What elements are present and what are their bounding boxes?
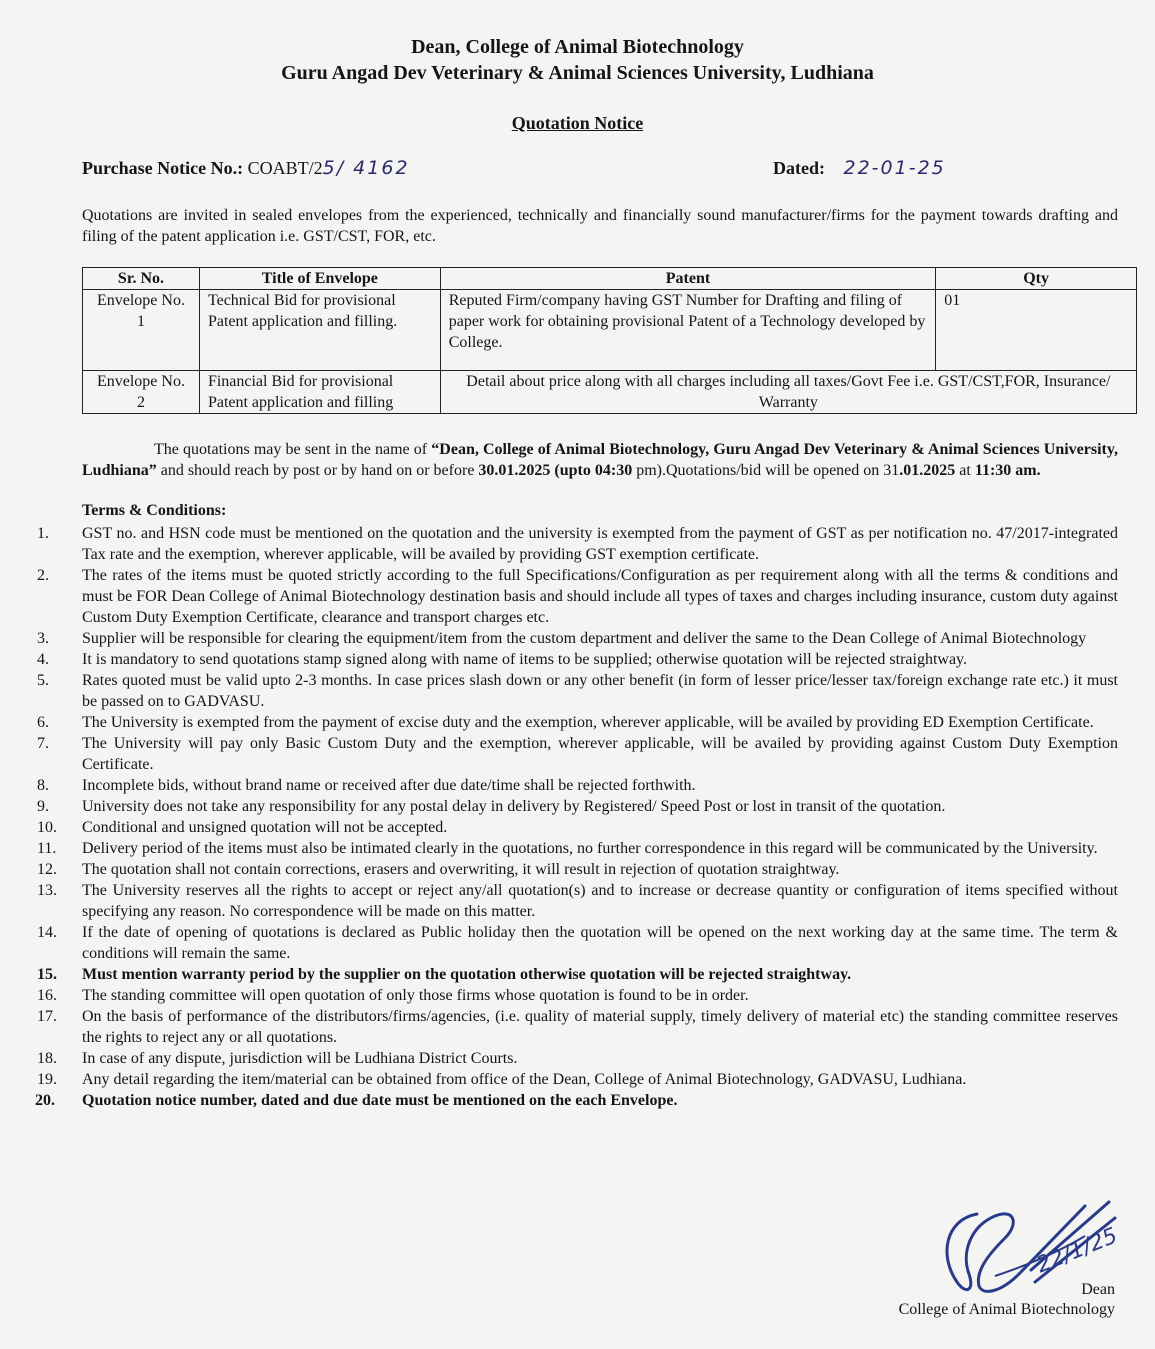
term-text: The standing committee will open quotation of only those firms whose quotation is found to be in order. bbox=[82, 987, 749, 1004]
term-number: 1. bbox=[37, 525, 49, 542]
header-line-2: Guru Angad Dev Veterinary & Animal Sciences University, Ludhiana bbox=[281, 62, 874, 84]
para-bold-due-date: 30.01.2025 (upto 04:30 bbox=[478, 462, 633, 479]
table-header-row bbox=[83, 268, 1137, 290]
term-text: The University is exempted from the payment of excise duty and the exemption, wherever applicable, will be availed by providing ED Exemption Certificate. bbox=[82, 714, 1094, 731]
para-bold-opening-date: .01.2025 bbox=[899, 462, 956, 479]
term-text: Any detail regarding the item/material can be obtained from office of the Dean, College of Animal Biotechnology, GADVASU, Ludhiana. bbox=[82, 1071, 967, 1088]
term-text: The University reserves all the rights to accept or reject any/all quotation(s) and to increase or decrease quantity or configuration of items specified without specifying any reason. No correspondence will be made on this matter. bbox=[82, 882, 1118, 920]
term-number: 17. bbox=[37, 1008, 57, 1025]
term-text: If the date of opening of quotations is declared as Public holiday then the quotation will be opened on the next working day at the same time. The term & conditions will remain the same. bbox=[82, 924, 1118, 962]
term-number: 16. bbox=[37, 987, 57, 1004]
term-item bbox=[0, 565, 1155, 628]
para-text-3: pm).Quotations/bid will be opened on 31 bbox=[632, 462, 900, 479]
para-text-1: The quotations may be sent in the name of bbox=[154, 441, 432, 458]
envelope-1-qty: 01 bbox=[936, 290, 1137, 371]
term-number: 7. bbox=[37, 735, 49, 752]
table-row bbox=[83, 371, 1137, 414]
term-number: 3. bbox=[37, 630, 49, 647]
envelope-2-patent: Detail about price along with all charges including all taxes/Govt Fee i.e. GST/CST,FOR, Insurance/ Warranty bbox=[440, 371, 1136, 414]
signatory-organization: College of Animal Biotechnology bbox=[898, 1301, 1115, 1318]
terms-heading: Terms & Conditions: bbox=[82, 502, 227, 519]
envelope-2-sr: Envelope No. 2 bbox=[83, 371, 200, 414]
purchase-notice-prefix: COABT/2 bbox=[247, 158, 323, 178]
notice-title: Quotation Notice bbox=[511, 113, 644, 133]
term-text: Delivery period of the items must also be intimated clearly in the quotations, no further correspondence in this regard will be communicated by the University. bbox=[82, 840, 1098, 857]
term-number: 8. bbox=[37, 777, 49, 794]
term-item bbox=[0, 1006, 1155, 1048]
purchase-notice-label: Purchase Notice No.: bbox=[82, 158, 244, 178]
para-bold-addressee: “Dean, College of Animal Biotechnology, Guru Angad Dev Veterinary & Animal Sciences University, Ludhiana” bbox=[82, 441, 1118, 479]
term-text: Incomplete bids, without brand name or received after due date/time shall be rejected forthwith. bbox=[82, 777, 696, 794]
term-item bbox=[0, 859, 1155, 880]
term-text: Quotation notice number, dated and due date must be mentioned on the each Envelope. bbox=[82, 1092, 678, 1109]
term-item bbox=[0, 880, 1155, 922]
handwritten-notice-number: 5/ 4162 bbox=[322, 157, 410, 179]
purchase-date bbox=[773, 157, 946, 179]
envelope-1-sr: Envelope No. 1 bbox=[83, 290, 200, 371]
envelope-1-patent: Reputed Firm/company having GST Number for Drafting and filing of paper work for obtaining provisional Patent of a Technology developed by College. bbox=[440, 290, 935, 371]
term-item bbox=[0, 775, 1155, 796]
envelope-2-title: Financial Bid for provisional Patent application and filling bbox=[199, 371, 440, 414]
submission-paragraph bbox=[82, 439, 1118, 481]
term-number: 5. bbox=[37, 672, 49, 689]
term-item bbox=[0, 628, 1155, 649]
term-item bbox=[0, 670, 1155, 712]
term-number: 14. bbox=[37, 924, 57, 941]
term-text: The University will pay only Basic Custom Duty and the exemption, wherever applicable, will be availed by providing against Custom Duty Exemption Certificate. bbox=[82, 735, 1118, 773]
envelope-table bbox=[82, 267, 1137, 414]
envelope-1-title: Technical Bid for provisional Patent application and filling. bbox=[199, 290, 440, 371]
term-item bbox=[0, 796, 1155, 817]
term-number: 18. bbox=[37, 1050, 57, 1067]
term-number: 9. bbox=[37, 798, 49, 815]
purchase-notice-number bbox=[82, 157, 410, 179]
term-item bbox=[0, 1090, 1155, 1111]
term-number: 10. bbox=[37, 819, 57, 836]
table-row bbox=[83, 290, 1137, 371]
term-item bbox=[0, 964, 1155, 985]
terms-list bbox=[0, 523, 1155, 1111]
handwritten-date: 22-01-25 bbox=[843, 157, 946, 179]
para-bold-opening-time: 11:30 am. bbox=[974, 462, 1041, 479]
term-item bbox=[0, 523, 1155, 565]
term-item bbox=[0, 733, 1155, 775]
term-number: 15. bbox=[37, 966, 57, 983]
term-number: 12. bbox=[37, 861, 57, 878]
term-text: Must mention warranty period by the supplier on the quotation otherwise quotation will be rejected straightway. bbox=[82, 966, 852, 983]
term-text: It is mandatory to send quotations stamp signed along with name of items to be supplied; otherwise quotation will be rejected straightway. bbox=[82, 651, 968, 668]
term-item bbox=[0, 922, 1155, 964]
term-item bbox=[0, 1048, 1155, 1069]
term-number: 20. bbox=[35, 1092, 55, 1109]
term-text: Rates quoted must be valid upto 2-3 months. In case prices slash down or any other benefit (in form of lesser price/lesser tax/foreign exchange rate etc.) it must be passed on to GADVASU. bbox=[82, 672, 1118, 710]
table-header-patent: Patent bbox=[440, 268, 935, 290]
term-text: The quotation shall not contain corrections, erasers and overwriting, it will result in rejection of quotation straightway. bbox=[82, 861, 840, 878]
term-text: GST no. and HSN code must be mentioned on the quotation and the university is exempted from the payment of GST as per notification no. 47/2017-integrated Tax rate and the exemption, wherever applicable, will be availed by providing GST exemption certificate. bbox=[82, 525, 1118, 563]
term-item bbox=[0, 649, 1155, 670]
term-item bbox=[0, 985, 1155, 1006]
term-text: Conditional and unsigned quotation will not be accepted. bbox=[82, 819, 448, 836]
signature-date: 22/1/25 bbox=[1033, 1223, 1122, 1279]
signatory-title: Dean bbox=[1081, 1281, 1115, 1298]
term-number: 13. bbox=[37, 882, 57, 899]
term-item bbox=[0, 712, 1155, 733]
term-text: On the basis of performance of the distributors/firms/agencies, (i.e. quality of material supply, timely delivery of material etc) the standing committee reserves the rights to reject any or all quotations. bbox=[82, 1008, 1118, 1046]
term-number: 2. bbox=[37, 567, 49, 584]
table-header-qty: Qty bbox=[936, 268, 1137, 290]
term-number: 4. bbox=[37, 651, 49, 668]
term-item bbox=[0, 1069, 1155, 1090]
para-text-4: at bbox=[955, 462, 975, 479]
intro-paragraph: Quotations are invited in sealed envelopes from the experienced, technically and financially sound manufacturer/firms for the payment towards drafting and filing of the patent application i.e. GST/CST, FOR, etc. bbox=[82, 207, 1118, 245]
term-text: In case of any dispute, jurisdiction will be Ludhiana District Courts. bbox=[82, 1050, 518, 1067]
header-line-1: Dean, College of Animal Biotechnology bbox=[411, 36, 744, 58]
dated-label: Dated: bbox=[773, 158, 825, 178]
term-text: University does not take any responsibility for any postal delay in delivery by Registered/ Speed Post or lost in transit of the quotation. bbox=[82, 798, 946, 815]
term-item bbox=[0, 817, 1155, 838]
table-header-sr: Sr. No. bbox=[83, 268, 200, 290]
term-text: The rates of the items must be quoted strictly according to the full Specifications/Configuration as per requirement along with all the terms & conditions and must be FOR Dean College of Animal Biotechnology destination basis and should include all types of taxes and charges including insurance, custom duty against Custom Duty Exemption Certificate, clearance and transport charges etc. bbox=[82, 567, 1118, 626]
term-text: Supplier will be responsible for clearing the equipment/item from the custom department and deliver the same to the Dean College of Animal Biotechnology bbox=[82, 630, 1087, 647]
term-number: 11. bbox=[37, 840, 57, 857]
term-item bbox=[0, 838, 1155, 859]
table-header-title: Title of Envelope bbox=[199, 268, 440, 290]
para-text-2: and should reach by post or by hand on or before bbox=[156, 462, 479, 479]
term-number: 19. bbox=[37, 1071, 57, 1088]
term-number: 6. bbox=[37, 714, 49, 731]
